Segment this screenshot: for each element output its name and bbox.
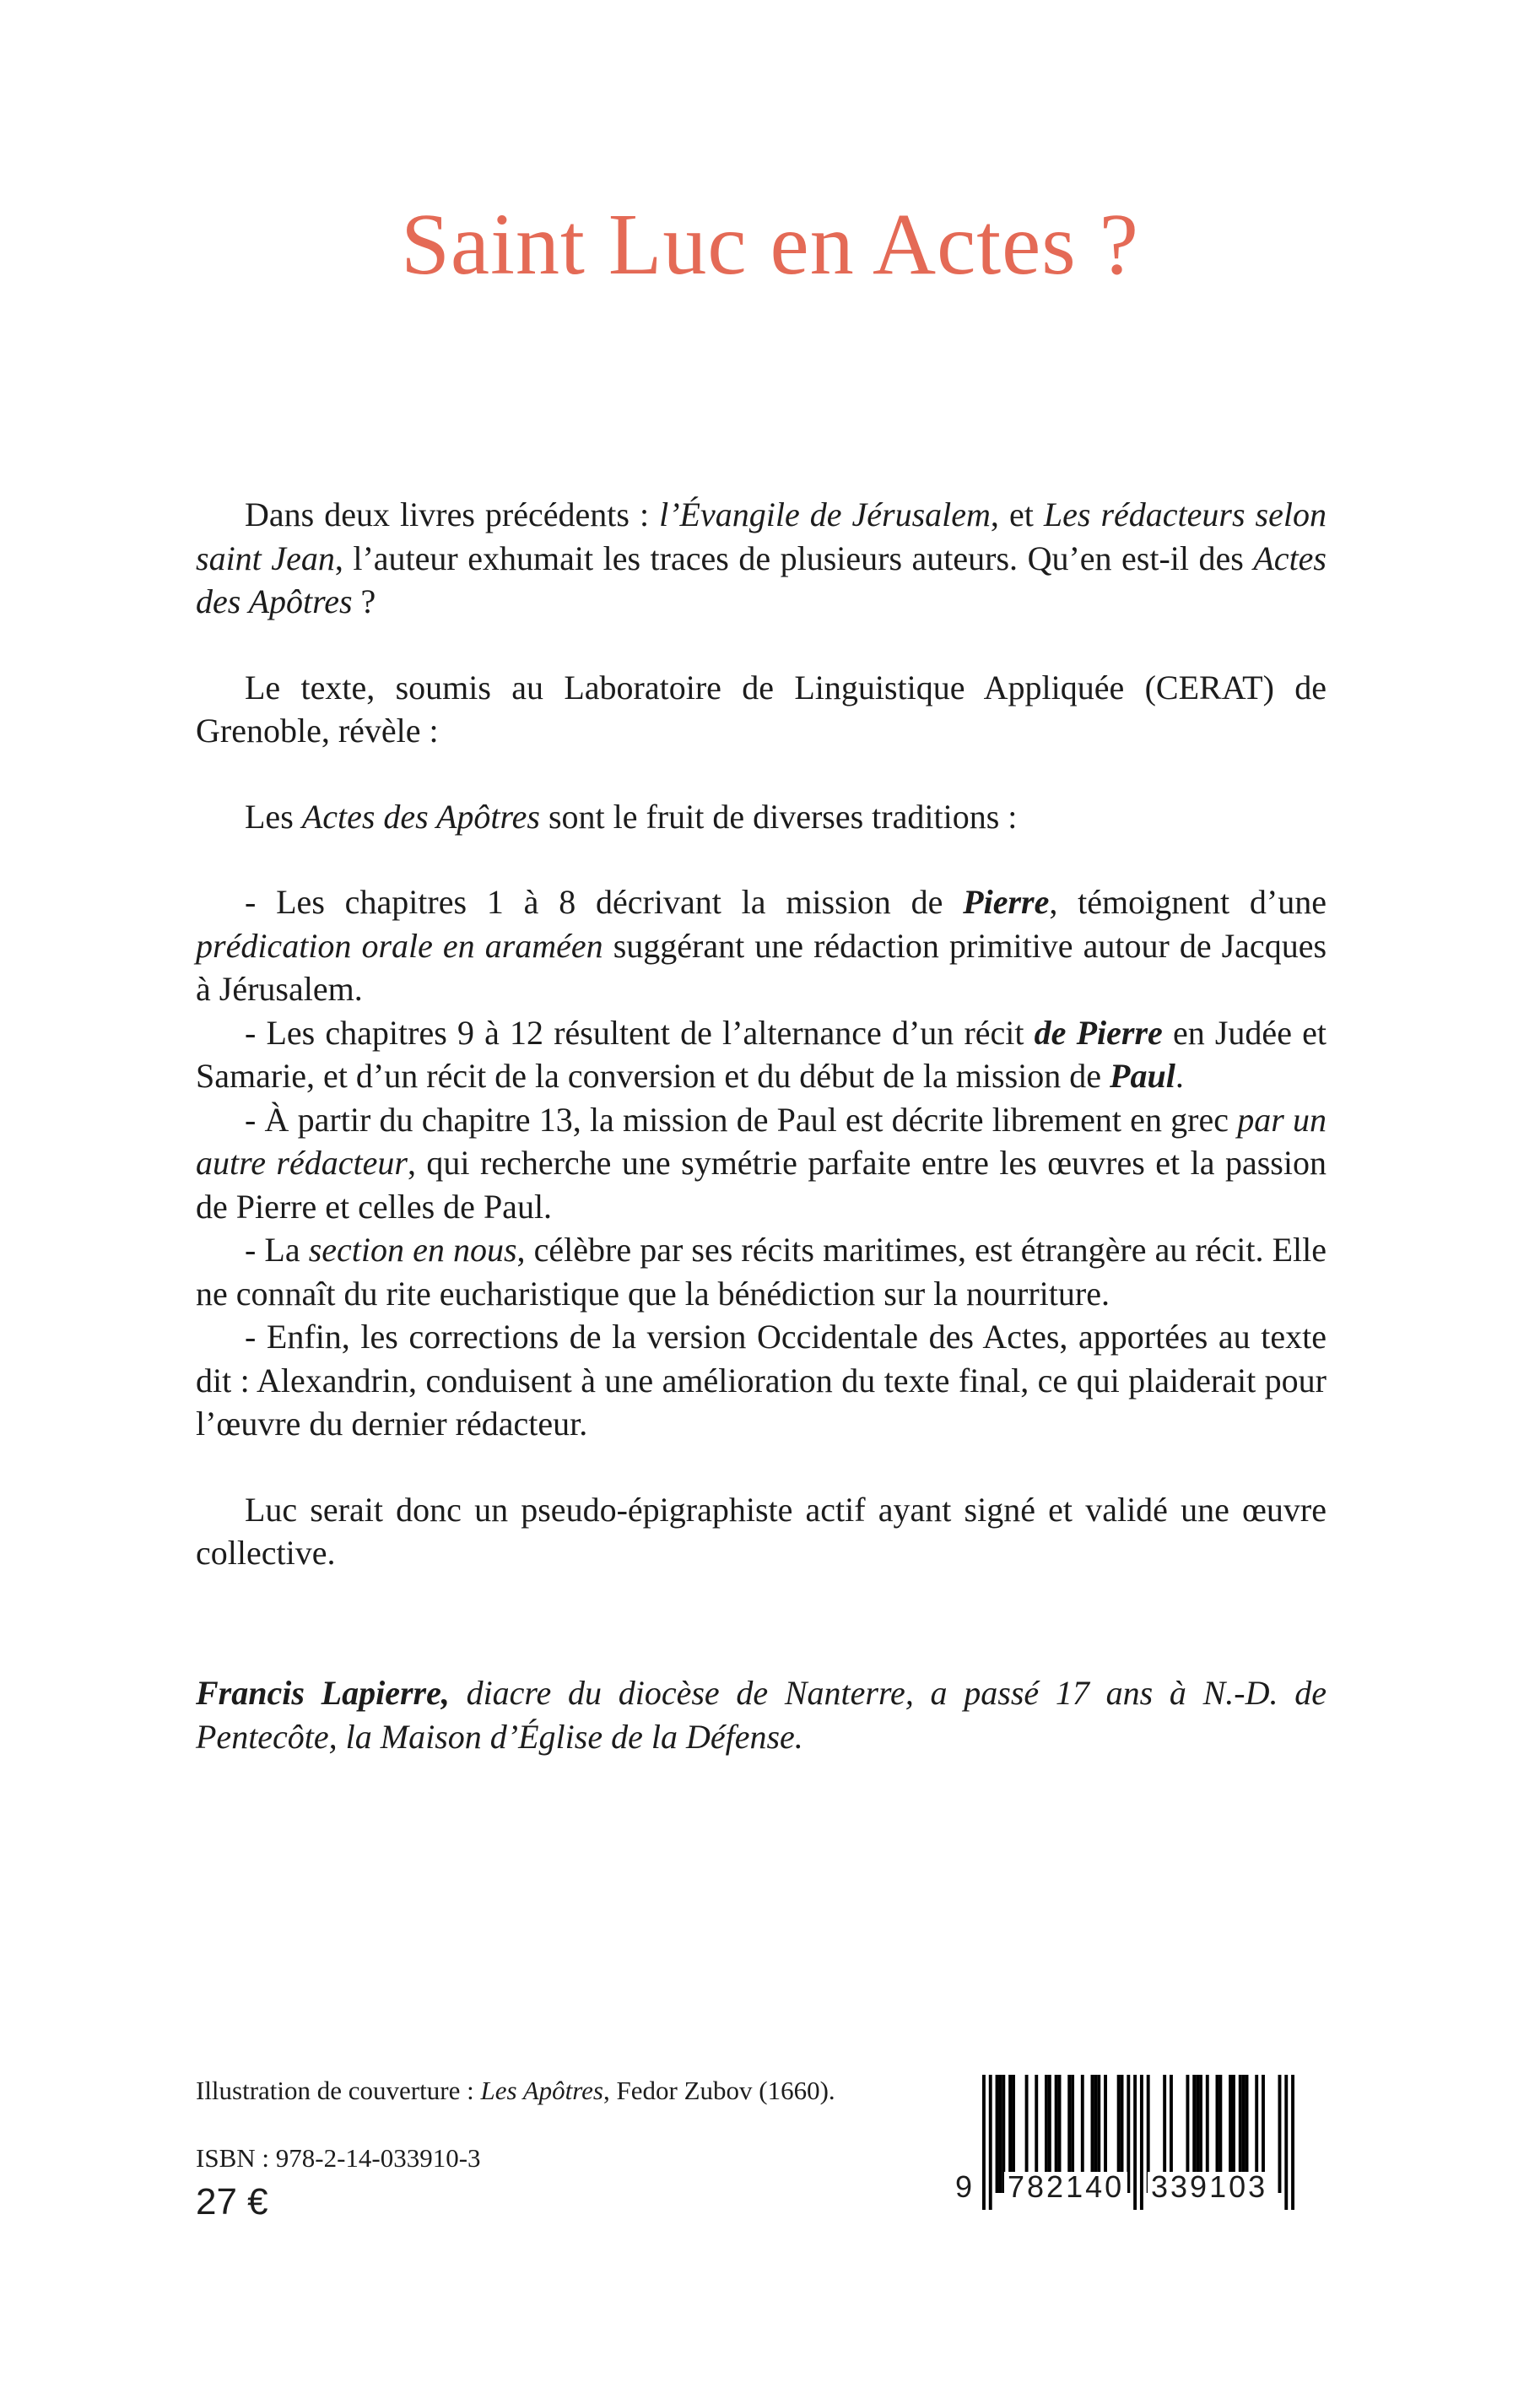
p3-text-1: - À partir du chapitre 13, la mission de Paul est décrite librement en grec: [245, 1100, 1238, 1139]
traditions-paragraph: [196, 795, 1327, 839]
barcode-bar: [989, 2075, 992, 2210]
barcode-digits-right: 339103: [1148, 2172, 1271, 2202]
p4-text-2: , célèbre par ses récits maritimes, est étrangère au récit. Elle ne connaît du rite eucharistique que la bénédiction sur la nourriture.: [196, 1231, 1327, 1313]
p3-italic-1: par un autre rédacteur: [196, 1100, 1327, 1182]
author-description: diacre du diocèse de Nanterre, a passé 17 ans à N.-D. de Pentecôte, la Maison d’Église de la Défense.: [196, 1674, 1327, 1756]
author-bio: [196, 1671, 1327, 1758]
book-title: Saint Luc en Actes ?: [401, 195, 1139, 293]
intro-text-2: , et: [990, 495, 1044, 533]
list-item-chapters-1-8: [196, 880, 1327, 1011]
barcode-bar: [1133, 2075, 1137, 2210]
p3-text-2: , qui recherche une symétrie parfaite entre les œuvres et la passion de Pierre et celles de Paul.: [196, 1144, 1327, 1226]
credit-text-2: , Fedor Zubov (1660).: [603, 2076, 835, 2105]
p1-italic-1: prédication orale en araméen: [196, 926, 603, 965]
p4-text-1: - La: [245, 1231, 309, 1269]
p2-bold-1: de Pierre: [1034, 1013, 1163, 1052]
p2-text-2: en Judée et Samarie, et d’un récit de la conversion et du début de la mission de: [196, 1013, 1327, 1095]
list-item-chapter-13: [196, 1098, 1327, 1229]
traditions-book: Actes des Apôtres: [301, 797, 540, 836]
lab-paragraph: Le texte, soumis au Laboratoire de Linguistique Appliquée (CERAT) de Grenoble, révèle :: [196, 668, 1327, 750]
credit-artwork: Les Apôtres: [480, 2076, 603, 2105]
barcode-digit-first: 9: [952, 2172, 978, 2202]
isbn: ISBN : 978-2-14-033910-3: [196, 2143, 481, 2173]
barcode-bar: [1291, 2075, 1294, 2210]
p2-text-3: .: [1175, 1057, 1184, 1095]
blurb: [196, 493, 1327, 1575]
traditions-text-2: sont le fruit de diverses traditions :: [539, 797, 1018, 836]
p2-text-1: - Les chapitres 9 à 12 résultent de l’alternance d’un récit: [245, 1013, 1035, 1052]
intro-book-1: l’Évangile de Jérusalem: [659, 495, 991, 533]
p2-bold-2: Paul: [1110, 1057, 1175, 1095]
intro-paragraph: [196, 493, 1327, 624]
traditions-text-1: Les: [245, 797, 302, 836]
barcode-bar: [982, 2075, 986, 2210]
p1-bold-1: Pierre: [963, 883, 1050, 921]
intro-text-3: , l’auteur exhumait les traces de plusieurs auteurs. Qu’en est-il des: [334, 539, 1254, 577]
intro-text-1: Dans deux livres précédents :: [245, 495, 660, 533]
barcode-bar: [998, 2075, 1002, 2193]
barcode-digits-left: 782140: [1004, 2172, 1127, 2202]
list-item-corrections: - Enfin, les corrections de la version Occidentale des Actes, apportées au texte dit : Alexandrin, conduisent à une amélioration du texte final, ce qui plaiderait pour l’œuvre du dernier rédacteur.: [196, 1318, 1327, 1443]
traditions-list: [196, 880, 1327, 1446]
intro-text-4: ?: [352, 582, 376, 620]
intro-book-3: Actes des Apôtres: [196, 539, 1327, 620]
author-name: Francis Lapierre,: [196, 1674, 450, 1712]
conclusion-paragraph: Luc serait donc un pseudo-épigraphiste actif ayant signé et validé une œuvre collective.: [196, 1490, 1327, 1572]
price: 27 €: [196, 2181, 268, 2222]
list-item-section-en-nous: [196, 1228, 1327, 1315]
p1-text-1: - Les chapitres 1 à 8 décrivant la mission de: [245, 883, 964, 921]
p1-text-3: suggérant une rédaction primitive autour de Jacques à Jérusalem.: [196, 926, 1327, 1008]
credit-text-1: Illustration de couverture :: [196, 2076, 481, 2105]
p1-text-2: , témoignent d’une: [1049, 883, 1327, 921]
barcode-bar: [1278, 2075, 1282, 2193]
barcode-bar: [996, 2075, 999, 2193]
barcode-bar: [1284, 2075, 1288, 2210]
barcode-bar: [1140, 2075, 1143, 2210]
intro-book-2: Les rédacteurs selon saint Jean: [196, 495, 1327, 577]
list-item-chapters-9-12: [196, 1011, 1327, 1098]
p4-italic-1: section en nous: [308, 1231, 517, 1269]
cover-credit: [196, 2075, 835, 2106]
